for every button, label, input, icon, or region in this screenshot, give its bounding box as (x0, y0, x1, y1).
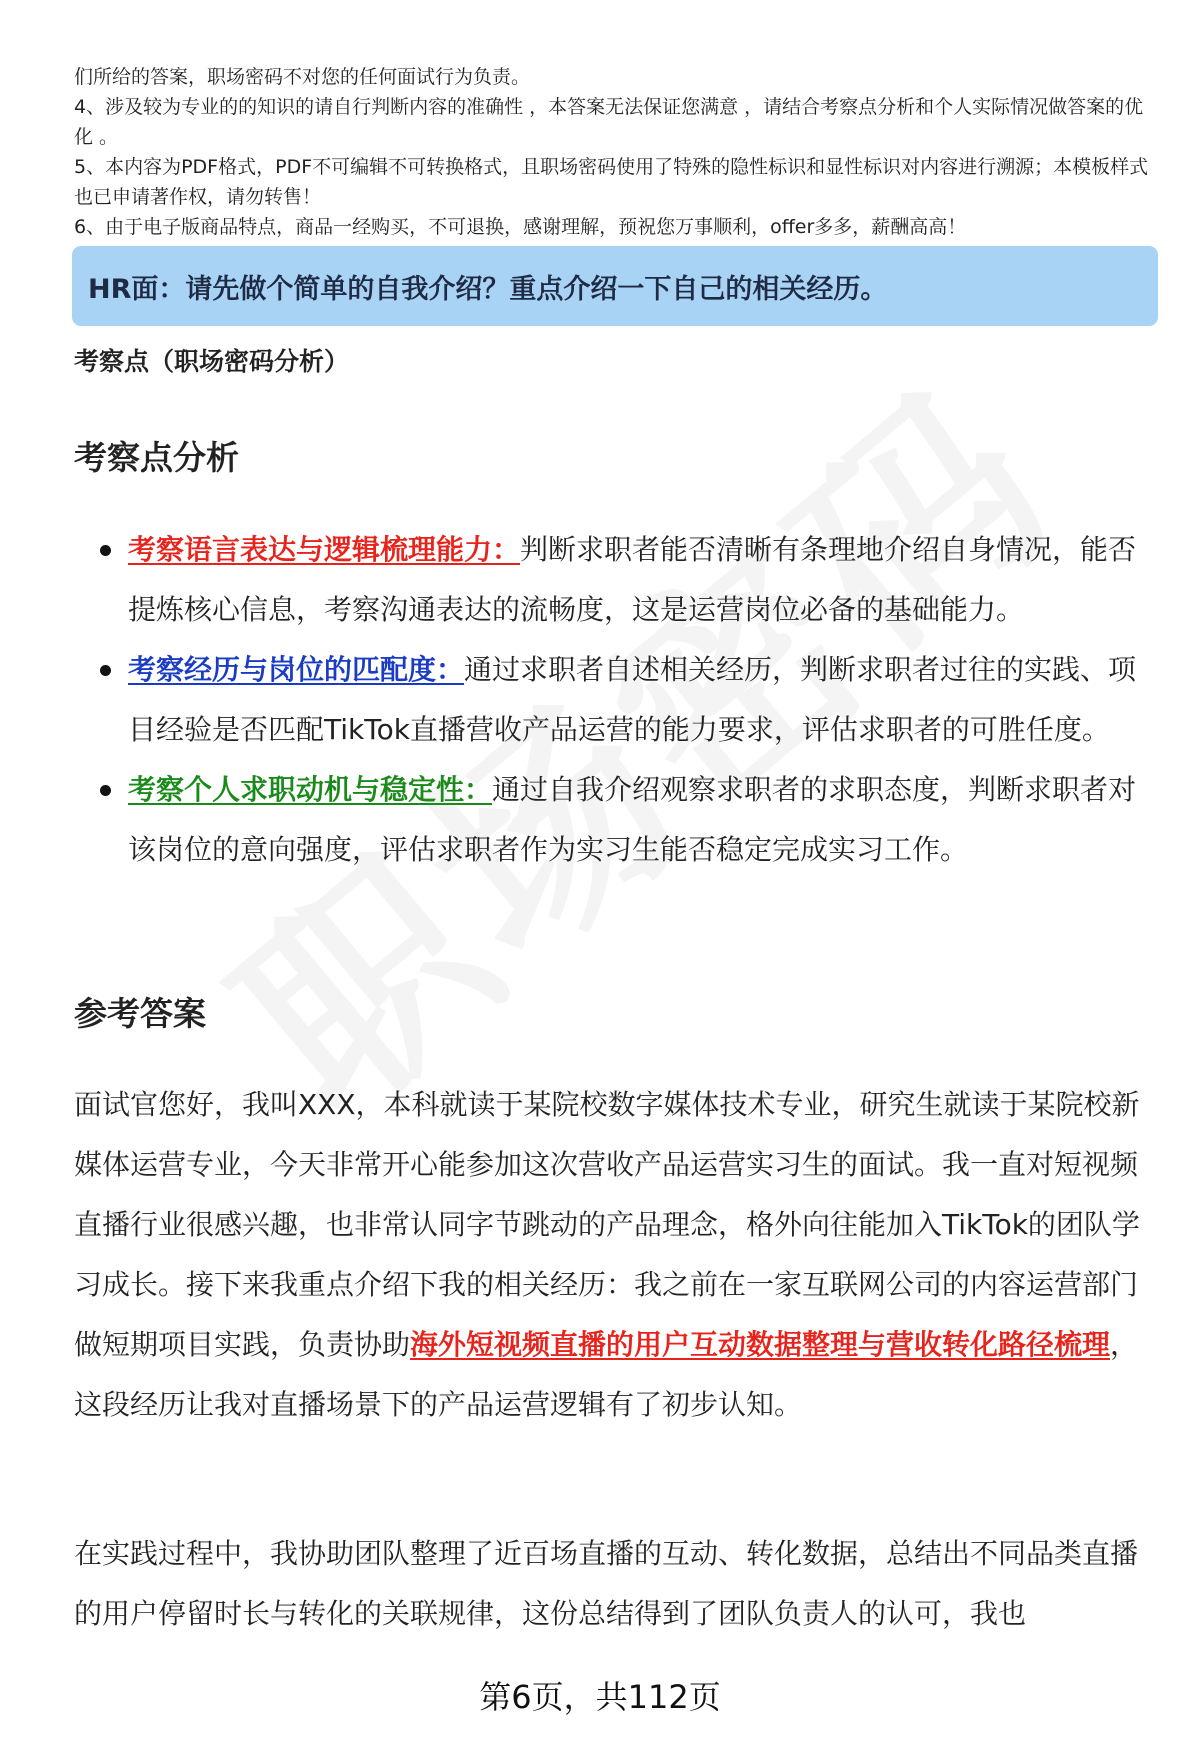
bullet-icon (100, 545, 111, 556)
analysis-keyword: 考察个人求职动机与稳定性： (128, 773, 493, 806)
answer-highlight: 海外短视频直播的用户互动数据整理与营收转化路径梳理 (410, 1328, 1111, 1361)
question-text: HR面：请先做个简单的自我介绍？重点介绍一下自己的相关经历。 (88, 273, 888, 305)
answer-text: ，这段经历让我对直播场景下的产品运营逻辑有了初步认知。 (74, 1328, 1139, 1421)
answer-paragraph (74, 1075, 1160, 1435)
answer-text: 面试官您好，我叫XXX，本科就读于某院校数字媒体技术专业，研究生就读于某院校新媒体运营专业，今天非常开心能参加这次营收产品运营实习生的面试。我一直对短视频直播行业很感兴趣，也非常认同字节跳动的产品理念，格外向往能加入TikTok的团队学习成长。接下来我重点介绍下我的相关经历：我之前在一家互联网公司的内容运营部门做短期项目实践，负责协助 (74, 1088, 1140, 1361)
analysis-item (100, 520, 1140, 640)
analysis-text: 通过自我介绍观察求职者的求职态度，判断求职者对该岗位的意向强度，评估求职者作为实习生能否稳定完成实习工作。 (128, 773, 1137, 866)
notice-list (74, 62, 1160, 242)
analysis-text: 判断求职者能否清晰有条理地介绍自身情况，能否提炼核心信息，考察沟通表达的流畅度，这是运营岗位必备的基础能力。 (128, 533, 1137, 626)
notice-item: 4、涉及较为专业的的知识的请自行判断内容的准确性 ，本答案无法保证您满意 ，请结合考察点分析和个人实际情况做答案的优化 。 (74, 96, 1144, 148)
notice-item: 6、由于电子版商品特点，商品一经购买，不可退换，感谢理解，预祝您万事顺利，offer多多，薪酬高高！ (74, 216, 967, 238)
bullet-icon (100, 665, 111, 676)
question-box (72, 246, 1158, 326)
answer-heading: 参考答案 (74, 994, 206, 1033)
subheading: 考察点（职场密码分析） (74, 347, 350, 376)
analysis-item (100, 760, 1140, 880)
answer-paragraph (74, 1524, 1160, 1644)
notice-item: 们所给的答案，职场密码不对您的任何面试行为负责。 (74, 66, 531, 88)
analysis-keyword: 考察经历与岗位的匹配度： (128, 653, 465, 686)
analysis-keyword: 考察语言表达与逻辑梳理能力： (128, 533, 521, 566)
answer-text: 在实践过程中，我协助团队整理了近百场直播的互动、转化数据，总结出不同品类直播的用户停留时长与转化的关联规律，这份总结得到了团队负责人的认可，我也 (74, 1537, 1139, 1630)
notice-item: 5、本内容为PDF格式，PDF不可编辑不可转换格式，且职场密码使用了特殊的隐性标识和显性标识对内容进行溯源；本模板样式也已申请著作权，请勿转售！ (74, 156, 1149, 208)
bullet-icon (100, 785, 111, 796)
analysis-item (100, 640, 1140, 760)
analysis-heading: 考察点分析 (74, 438, 239, 477)
analysis-text: 通过求职者自述相关经历，判断求职者过往的实践、项目经验是否匹配TikTok直播营收产品运营的能力要求，评估求职者的可胜任度。 (128, 653, 1137, 746)
analysis-list (100, 520, 1140, 880)
page-number: 第6页，共112页 (479, 1678, 721, 1716)
